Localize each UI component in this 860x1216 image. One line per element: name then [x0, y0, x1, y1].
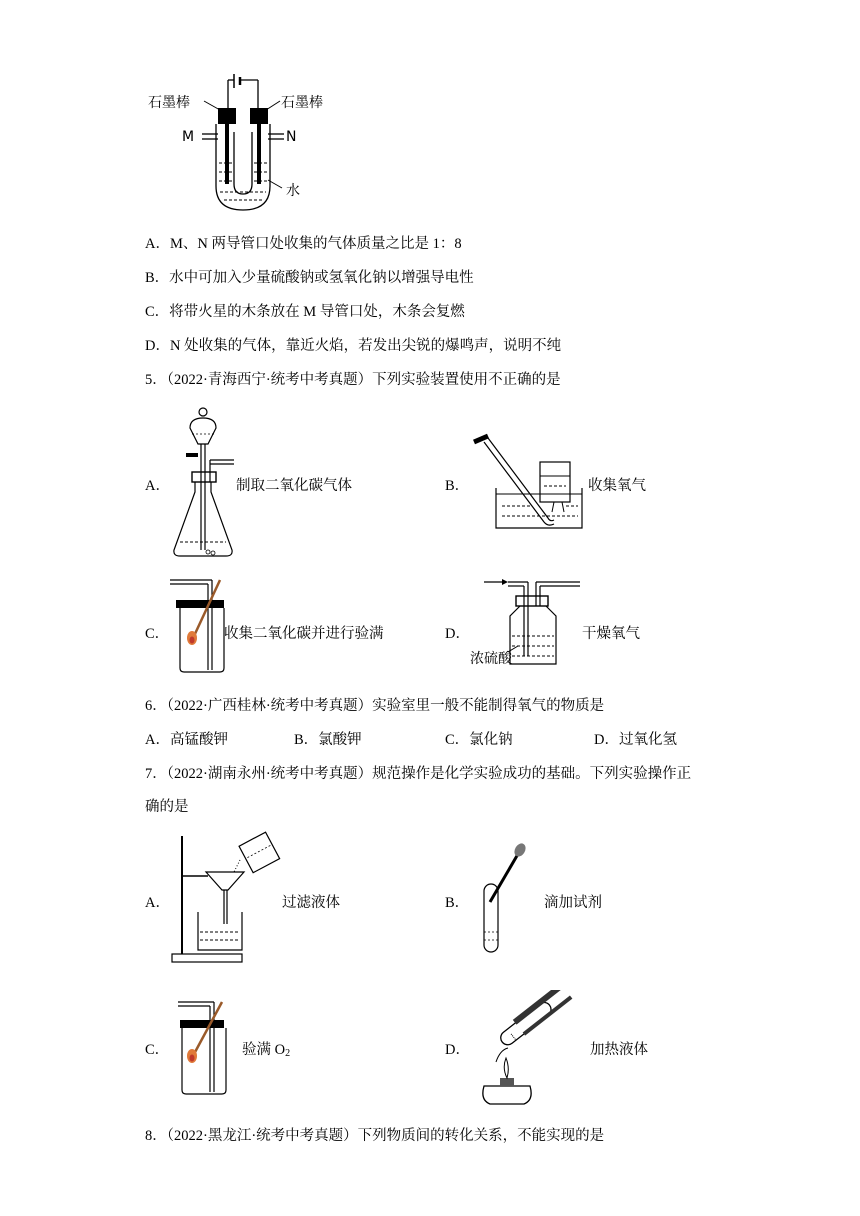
concentrated-sulfuric-acid-label: 浓硫酸 [470, 651, 512, 667]
q7-d-heating-figure [466, 990, 586, 1110]
q7-option-b-letter: B． [445, 895, 470, 911]
q7-option-a-letter: A． [145, 895, 170, 911]
q6-option-a: A．高锰酸钾 [145, 732, 228, 748]
n-label: N [286, 129, 297, 145]
q4-option-a: A．M、N 两导管口处收集的气体质量之比是 1：8 [145, 236, 462, 252]
right-rod-label: 石墨棒 [281, 95, 323, 111]
q4-option-d: D．N 处收集的气体，靠近火焰，若发出尖锐的爆鸣声，说明不纯 [145, 338, 562, 354]
q6-option-c: C．氯化钠 [445, 732, 513, 748]
water-label: 水 [286, 183, 300, 199]
q7-option-b-caption: 滴加试剂 [544, 895, 602, 911]
q7-a-filtration-figure [168, 828, 283, 968]
q5-c-co2-bottle-figure [168, 578, 228, 673]
q7-option-c-caption: 验满 $O_2$ [242, 1042, 291, 1059]
q5-option-b-letter: B． [445, 478, 470, 494]
q8-stem: 8．（2022·黑龙江·统考中考真题）下列物质间的转化关系，不能实现的是 [145, 1128, 605, 1144]
q7-option-d-letter: D． [445, 1042, 470, 1058]
q5-option-c-letter: C． [145, 626, 170, 642]
q5-option-d-caption: 干燥氧气 [582, 626, 640, 642]
q6-option-d: D．过氧化氢 [594, 732, 677, 748]
q5-option-a-caption: 制取二氧化碳气体 [236, 478, 352, 494]
q4-option-b: B．水中可加入少量硫酸钠或氢氧化钠以增强导电性 [145, 270, 474, 286]
q5-stem: 5．（2022·青海西宁·统考中考真题）下列实验装置使用不正确的是 [145, 372, 561, 388]
q7-option-d-caption: 加热液体 [590, 1042, 648, 1058]
q5-option-c-caption: 收集二氧化碳并进行验满 [224, 626, 384, 642]
q5-d-gas-wash-bottle-figure [462, 572, 582, 672]
left-rod-label: 石墨棒 [148, 95, 190, 111]
m-label: M [182, 129, 195, 145]
q7-stem-line1: 7．（2022·湖南永州·统考中考真题）规范操作是化学实验成功的基础。下列实验操作正 [145, 766, 692, 782]
q5-option-d-letter: D． [445, 626, 470, 642]
q5-a-flask-figure [168, 400, 238, 565]
q7-c-o2-bottle-figure [170, 1000, 230, 1095]
q7-stem-line2: 确的是 [145, 799, 189, 815]
q6-option-b: B．氯酸钾 [294, 732, 362, 748]
q7-b-dropper-figure [474, 842, 534, 962]
q4-option-c: C．将带火星的木条放在 M 导管口处，木条会复燃 [145, 304, 465, 320]
electrolysis-apparatus-figure [140, 68, 350, 218]
q5-b-water-trough-figure [462, 428, 592, 538]
q5-option-b-caption: 收集氧气 [588, 478, 646, 494]
q7-option-c-letter: C． [145, 1042, 170, 1058]
q6-stem: 6．（2022·广西桂林·统考中考真题）实验室里一般不能制得氧气的物质是 [145, 698, 605, 714]
q7-option-a-caption: 过滤液体 [282, 895, 340, 911]
q5-option-a-letter: A． [145, 478, 170, 494]
